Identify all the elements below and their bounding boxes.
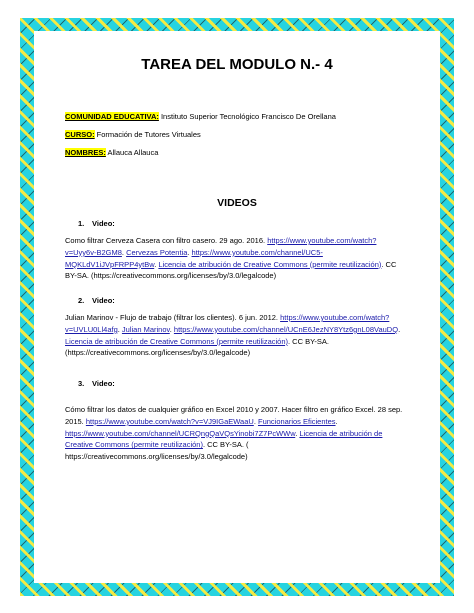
- license-link[interactable]: Licencia de atribución de Creative Commons (permite reutilización): [65, 336, 289, 346]
- video-2-heading: [78, 296, 115, 305]
- video-description: Como filtrar Cerveza Casera con filtro casero. 29 ago. 2016.: [65, 236, 266, 245]
- video-heading-label: Video:: [92, 219, 115, 228]
- field-value: Allauca Allauca: [105, 148, 159, 157]
- list-number: 2.: [78, 296, 85, 305]
- field-value: Instituto Superior Tecnológico Francisco De Orellana: [158, 112, 336, 121]
- section-title-videos: VIDEOS: [217, 197, 257, 209]
- cc-url: (https://creativecommons.org/licenses/by/3.0/legalcode): [65, 348, 251, 358]
- document-title: TAREA DEL MODULO N.- 4: [141, 56, 333, 73]
- video-1-reference: Como filtrar Cerveza Casera con filtro casero. 29 ago. 2016. https://www.youtube.com/watch?v=Uyy6v-B2GM8. Cervezas Potentia. https://www.youtube.com/channel/UC5-MQKLdV1iJVpFRPP4ytBw. Licencia de atribución de Creative Commons (permite reutilización). CC BY-SA. (https://creativecommons.org/licenses/by/3.0/legalcode): [65, 236, 397, 281]
- video-link[interactable]: https://www.youtube.com/watch?v=Uyy6v-B2GM8: [65, 236, 377, 257]
- license-link[interactable]: Licencia de atribución de Creative Commons (permite reutilización): [65, 428, 383, 450]
- video-2-reference: Julian Marinov - Flujo de trabajo (filtrar los clientes). 6 jun. 2012. https://www.youtube.com/watch?v=UVLU0Ll4afg. Julian Marinov. https://www.youtube.com/channel/UCnE6JezNY8Ytz6gnL08VauDQ. Licencia de atribución de Creative Commons (permite reutilización). CC BY-SA. (https://creativecommons.org/licenses/by/3.0/legalcode): [65, 313, 401, 358]
- video-link[interactable]: https://www.youtube.com/watch?v=UVLU0Ll4afg: [65, 313, 390, 334]
- video-heading-label: Video:: [92, 296, 115, 305]
- field-label: NOMBRES:: [65, 148, 106, 157]
- field-comunidad-educativa: [65, 112, 336, 121]
- channel-name-link[interactable]: Julian Marinov: [121, 324, 170, 334]
- field-value: Formación de Tutores Virtuales: [94, 130, 201, 139]
- channel-name-link[interactable]: Cervezas Potentia: [126, 247, 188, 257]
- video-1-heading: [78, 219, 115, 228]
- video-3-reference: Cómo filtrar los datos de cualquier gráfico en Excel 2010 y 2007. Hacer filtro en gráfico Excel. 28 sep. 2015. https://www.youtube.com/watch?v=VJ9IGaEWaaU. Funcionarios Eficientes. https://www.youtube.com/channel/UCRQngQaVQsYinobi7Z7PcWWw. Licencia de atribución de Creative Commons (permite reutilización). CC BY-SA. ( https://creativecommons.org/licenses/by/3.0/legalcode): [65, 405, 403, 462]
- channel-link[interactable]: https://www.youtube.com/channel/UCnE6JezNY8Ytz6gnL08VauDQ: [173, 324, 399, 334]
- field-curso: [65, 130, 201, 139]
- field-label: CURSO:: [65, 130, 95, 139]
- video-link[interactable]: https://www.youtube.com/watch?v=VJ9IGaEWaaU: [85, 416, 254, 426]
- list-number: 1.: [78, 219, 85, 228]
- list-number: 3.: [78, 379, 85, 388]
- cc-text: . CC BY-SA.: [65, 259, 397, 281]
- video-description: Cómo filtrar los datos de cualquier gráfico en Excel 2010 y 2007. Hacer filtro en gráfico Excel. 28 sep. 2015.: [65, 405, 403, 426]
- video-3-heading: [78, 379, 115, 388]
- field-nombres: [65, 148, 158, 157]
- license-link[interactable]: Licencia de atribución de Creative Commons (permite reutilización): [158, 259, 382, 269]
- cc-text: . CC BY-SA. (: [202, 440, 249, 450]
- cc-url: (https://creativecommons.org/licenses/by/3.0/legalcode): [91, 271, 277, 281]
- field-label: COMUNIDAD EDUCATIVA:: [65, 112, 159, 121]
- video-heading-label: Video:: [92, 379, 115, 388]
- video-description: Julian Marinov - Flujo de trabajo (filtrar los clientes). 6 jun. 2012.: [65, 313, 279, 322]
- cc-text: . CC BY-SA.: [288, 336, 330, 346]
- channel-link[interactable]: https://www.youtube.com/channel/UC5-MQKLdV1iJVpFRPP4ytBw: [65, 247, 323, 269]
- channel-name-link[interactable]: Funcionarios Eficientes: [257, 416, 336, 426]
- cc-url: https://creativecommons.org/licenses/by/3.0/legalcode): [65, 452, 248, 462]
- channel-link[interactable]: https://www.youtube.com/channel/UCRQngQaVQsYinobi7Z7PcWWw: [65, 428, 296, 438]
